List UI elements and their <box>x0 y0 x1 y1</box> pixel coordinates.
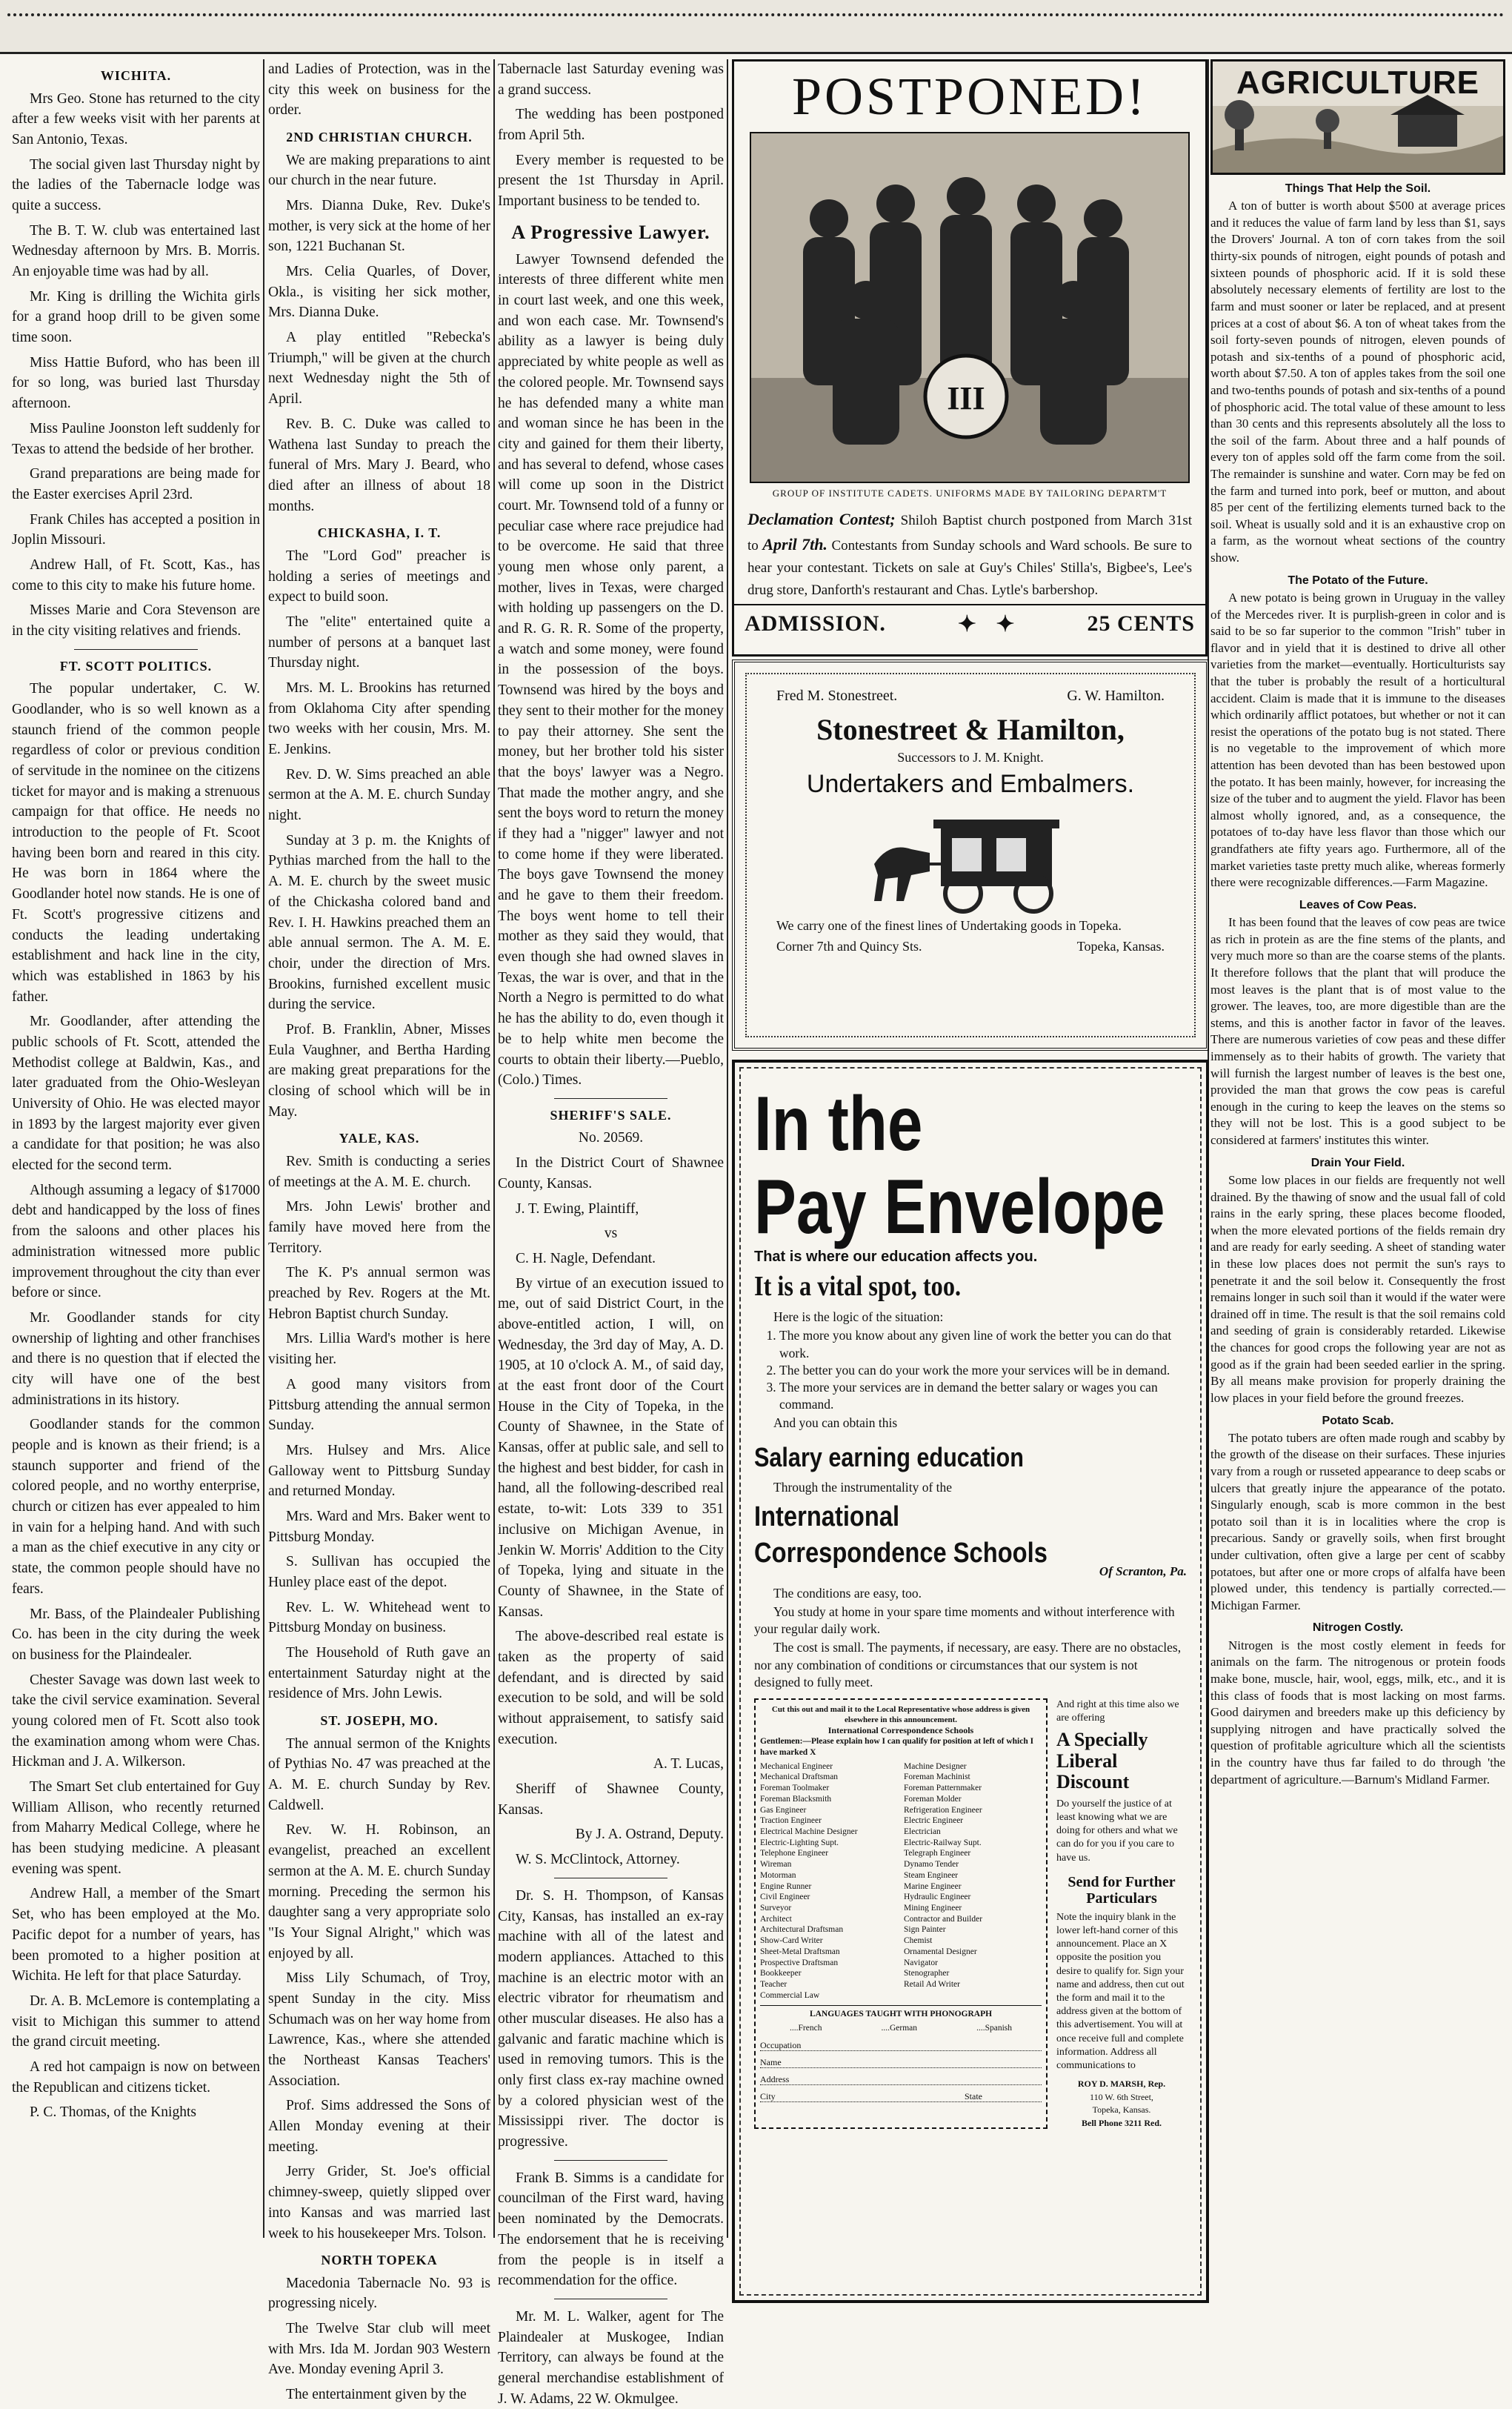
column-2 <box>268 59 490 2403</box>
ics-ad <box>732 1060 1209 2303</box>
undertakers-address <box>747 936 1194 954</box>
field-label: Name <box>760 2056 782 2067</box>
terms-line: The cost is small. The payments, if necessary, are easy. There are no obstacles, nor any combination of conditions or circumstances that our system is not designed to fully meet. <box>754 1640 1182 1689</box>
coupon-title: Cut this out and mail it to the Local Representative whose address is given elsewhere in this announcement. <box>771 1704 1030 1724</box>
paragraph: The Twelve Star club will meet with Mrs. Ida M. Jordan 903 Western Ave. Monday evening April 3. <box>268 2321 490 2378</box>
position-option[interactable]: Foreman Patternmaker <box>904 1784 982 1793</box>
chickasha-heading: CHICKASHA, I. T. <box>317 525 442 541</box>
column-3 <box>498 59 724 2407</box>
city: Topeka, Kansas. <box>1076 939 1165 954</box>
paragraph: A ton of butter is worth about $500 at average prices and it reduces the value of farm land by less than $1, says the Drovers' Journal. A ton of corn takes from the soil thirty-six pounds of nitrogen, eight pounds of potash and sixteen pounds of phosphoric acid. If it is sold these absolutely necessary elements of fertility are lost to the farm and must sooner or later be replaced, and at present prices at a cost of about $6. A ton of wheat takes from the soil forty-seven pounds of nitrogen, eleven pounds of potash and six-tenths of a pound of phosphoric acid, worth about $7.50. A ton of apples takes from the soil one and two-tenths pounds of potash and six-tenths of a pound of phosphoric acid. The total value of these amount to less than 30 cents and this represents absolutely all the loss to the soil of the farm. About three and a half pounds of every ton of apples sold off the farm come from the soil. The remainder is sunshine and water. Corn may be fed on the farm and turned into pork, beef or mutton, and about 85 per cent of the fertilizing elements turned back to the soil. Wheat is usually sold and it is an exhaustive crop on a farm, as the wornout wheat sections of the country show. <box>1210 199 1505 565</box>
logic-point: 1. The more you know about any given line of work the better you can do that work. <box>779 1327 1187 1361</box>
position-option[interactable]: Sign Painter <box>904 1925 946 1935</box>
position-option[interactable]: Mechanical Draftsman <box>760 1772 839 1782</box>
paragraph: A new potato is being grown in Uruguay in the valley of the Mercedes river. It is purplish-green in color and is said to be so far superior to the common "Irish" tuber in flavor and in yield that it is destined to drive all other varieties from the market—eventually. Horticulturists say that the tuber is probably the result of a horticultural accident. Claim is made that it is immune to the diseases which ordinarily afflict potatoes, but whether or not it can resist the operations of the potato bug is not stated. There is no vegetable to the improvement of which more attention has been devoted than has been bestowed upon the potato. It has been mainly, however, for increasing the size of the tuber and to augment the yield. Flavor has been almost wholly ignored, and, as a consequence, the potatoes of to-day have less flavor than those which our grandfathers ate fifty years ago. Furthermore, all of the market varieties taste pretty much alike, whereas formerly there were recognizable differences.—Farm Magazine. <box>1210 590 1505 890</box>
paragraph: Mr. Goodlander stands for city ownership of lighting and other franchises and there is no question that if elected the city will have one of the best administrations in its history. <box>12 1309 260 1408</box>
paragraph: Mr. M. L. Walker, agent for The Plaindealer at Muskogee, Indian Territory, can always be found at the general merchandise establishment of J. W. Adams, 22 W. Okmulgee. <box>498 2308 724 2407</box>
ft-scott-heading: FT. SCOTT POLITICS. <box>59 658 213 674</box>
declamation-notice <box>734 499 1205 604</box>
position-option[interactable]: Ornamental Designer <box>904 1947 977 1956</box>
section-heading: The Potato of the Future. <box>1288 574 1428 587</box>
paragraph: The wedding has been postponed from April 5th. <box>498 107 724 144</box>
logic-point: 3. The more your services are in demand the better salary or wages you can command. <box>779 1379 1187 1413</box>
position-option[interactable]: Foreman Toolmaker <box>760 1784 830 1793</box>
column-rule <box>493 59 495 2238</box>
paragraph: Mrs. M. L. Brookins has returned from Oklahoma City after spending two weeks with her cousin, Mrs. M. E. Jenkins. <box>268 679 490 758</box>
paragraph: In the District Court of Shawnee County, Kansas. <box>498 1155 724 1192</box>
paragraph: Macedonia Tabernacle No. 93 is progressing nicely. <box>268 2275 490 2312</box>
inquiry-coupon[interactable] <box>754 1698 1048 2130</box>
yale-heading: YALE, KAS. <box>339 1131 420 1146</box>
signature: W. S. McClintock, Attorney. <box>516 1852 680 1868</box>
position-option[interactable]: Machine Designer <box>904 1761 967 1771</box>
field-label: State <box>965 2090 982 2101</box>
divider <box>74 649 199 650</box>
position-option[interactable]: Show-Card Writer <box>760 1936 823 1946</box>
coupon-instruction: Gentlemen:—Please explain how I can qualify for position at left of which I have marked X <box>760 1737 1034 1757</box>
paragraph: Mrs Geo. Stone has returned to the city after a few weeks visit with her parents at San Antonio, Texas. <box>12 90 260 147</box>
paragraph: Andrew Hall, a member of the Smart Set, who has been employed at the Mo. Pacific depot for a number of years, has been promoted to a higher position at Wichita. He left for that place Saturday. <box>12 1886 260 1984</box>
signature: Sheriff of Shawnee County, Kansas. <box>498 1781 724 1818</box>
paragraph: Prof. B. Franklin, Abner, Misses Eula Vaughner, and Bertha Harding are making great preparations for the closing of school which will be in May. <box>268 1021 490 1120</box>
position-option[interactable]: Stenographer <box>904 1969 950 1978</box>
postponed-title: POSTPONED! <box>791 67 1148 126</box>
agent-address: 110 W. 6th Street, <box>1090 2091 1153 2102</box>
paragraph: The Household of Ruth gave an entertainment Saturday night at the residence of Mrs. John Lewis. <box>268 1645 490 1702</box>
paragraph: The social given last Thursday night by the ladies of the Tabernacle lodge was quite a success. <box>12 156 260 213</box>
paragraph: S. Sullivan has occupied the Hunley place east of the depot. <box>268 1554 490 1591</box>
field-label: Occupation <box>760 2039 802 2050</box>
section-heading: Nitrogen Costly. <box>1312 1621 1404 1635</box>
paragraph: P. C. Thomas, of the Knights <box>30 2104 196 2121</box>
cadets-photo-art <box>751 133 1188 482</box>
north-topeka-heading: NORTH TOPEKA <box>321 2253 438 2268</box>
send-headline: Send for Further Particulars <box>1068 1873 1176 1907</box>
paragraph: Dr. S. H. Thompson, of Kansas City, Kansas, has installed an ex-ray machine with all of the latest and modern appliances. Attached to this machine is an electric motor with an electric vibrator for rheumatism and other muscular diseases. He also has a galvanic and faratic machine which is used in removing tumors. This is the only first class ex-ray machine owned by a colored physician west of the Mississippi river. The doctor is progressive. <box>498 1887 724 2150</box>
agent-name: ROY D. MARSH, Rep. <box>1077 2079 1166 2090</box>
paragraph: Rev. B. C. Duke was called to Wathena last Sunday to preach the funeral of Mrs. Mary J. Beard, who died after an illness of about 18 months. <box>268 416 490 514</box>
paragraph: Misses Marie and Cora Stevenson are in the city visiting relatives and friends. <box>12 602 260 639</box>
agriculture-banner <box>1210 59 1505 175</box>
ics-headline-3: It is a vital spot, too. <box>754 1271 962 1303</box>
paragraph: Mrs. Celia Quarles, of Dover, Okla., is visiting her sick mother, Mrs. Dianna Duke. <box>268 264 490 321</box>
position-option[interactable]: Surveyor <box>760 1904 792 1913</box>
agriculture-title: AGRICULTURE <box>1236 64 1479 101</box>
through-line: Through the instrumentality of the <box>773 1480 953 1495</box>
paragraph: Miss Lily Schumach, of Troy, spent Sunday in the city. Miss Schumach was on her way home from Lawrence, Kas., where she attended the Northeast Kansas Teachers' Association. <box>268 1970 490 2089</box>
paragraph: The above-described real estate is taken as the property of said defendant, and is directed by said execution to be sold, and will be sold without appraisement, to satisfy said execution. <box>498 1629 724 1747</box>
paragraph: Lawyer Townsend defended the interests of three different white men in court last week, and one this week, and won each case. Mr. Townsend's ability as a lawyer is being duly appreciated by white people as well as the colored people. Mr. Townsend says he has defended many a white man and woman since he has been in the city and gained for them their liberty, and has several to defend, whose cases will come up soon in the District court. Mr. Townsend told of a funny or peculiar case where race prejudice had to be overcome. He said that three young men whose only parent, a mother, lives in Texas, were charged with holding up passengers on the D. and R. G. R. R. Some of the property, a watch and some money, were found in the possession of the boys. Townsend was hired by the boys and they sent to their mother for the money to pay their attorney. She sent the money, but her brother told his sister that the boys' lawyer was a Negro. That made the mother angry, and she sent the boys word to return the money if they had a "nigger" lawyer and not to come home if they were liberated. The boys gave Townsend the money and he gave to them their freedom. The boys went home to tell their mother as they said they would, that even though she had owned slaves in Texas, the war is over, and that in the North a Negro is permitted to do what he has the ability to do, even though it be to help white men become the courts to obtain their liberty.—Pueblo, (Colo.) Times. <box>498 251 724 1089</box>
paragraph: Frank Chiles has accepted a position in Joplin Missouri. <box>12 511 260 548</box>
undertakers-ad <box>732 659 1209 1051</box>
coupon-org: International Correspondence Schools <box>827 1724 974 1735</box>
terms-line: The conditions are easy, too. <box>773 1586 922 1601</box>
paragraph: The annual sermon of the Knights of Pythias No. 47 was preached at the A. M. E. church Sunday by Rev. Caldwell. <box>268 1735 490 1813</box>
field-label: City <box>760 2090 776 2101</box>
position-option[interactable]: Commercial Law <box>760 1990 820 2000</box>
paragraph: Andrew Hall, of Ft. Scott, Kas., has come to this city to make his future home. <box>12 556 260 594</box>
cadets-photo <box>750 132 1190 483</box>
obtain-line: And you can obtain this <box>773 1415 898 1430</box>
position-option[interactable]: Marine Engineer <box>904 1881 962 1891</box>
svg-text:III: III <box>947 380 985 416</box>
page-top-border <box>0 0 1512 54</box>
paragraph: Every member is requested to be present the 1st Thursday in April. Important business to be tended to. <box>498 152 724 210</box>
position-option[interactable]: Civil Engineer <box>760 1893 810 1902</box>
position-list[interactable] <box>760 1761 1042 2001</box>
paragraph: Chester Savage was down last week to take the civil service examination. Several young colored men of Ft. Scott also took the examination among whom were Chas. Hickman and J. A. Wilkerson. <box>12 1672 260 1770</box>
position-option[interactable]: Wireman <box>760 1860 792 1870</box>
position-option[interactable]: Foreman Blacksmith <box>760 1794 832 1804</box>
agent-phone: Bell Phone 3211 Red. <box>1081 2117 1162 2128</box>
admission-label: ADMISSION. <box>745 611 886 637</box>
paragraph: Frank B. Simms is a candidate for councilman of the First ward, having been nominated by the Democrats. The endorsement that he is receiving from the people is in itself a recommendation for the office. <box>498 2170 724 2289</box>
successors-line: Successors to J. M. Knight. <box>897 750 1044 765</box>
paragraph: Dr. A. B. McLemore is contemplating a visit to Michigan this summer to attend the grand circuit meeting. <box>12 1993 260 2050</box>
ics-headline-2: Pay Envelope <box>754 1163 1165 1250</box>
school-location: Of Scranton, Pa. <box>1099 1564 1187 1579</box>
position-option[interactable]: Sheet-Metal Draftsman <box>760 1947 840 1956</box>
paragraph: A play entitled "Rebecka's Triumph," will be given at the church next Wednesday night the 5th of April. <box>268 330 490 408</box>
position-option[interactable]: Motorman <box>760 1870 796 1880</box>
paragraph: Tabernacle last Saturday evening was a grand success. <box>498 62 724 98</box>
language-option[interactable]: ....Spanish <box>976 2024 1012 2033</box>
paragraph: The "elite" entertained quite a number of persons at a banquet last Thursday night. <box>268 614 490 671</box>
column-rule <box>727 59 728 2238</box>
lawyer-heading: A Progressive Lawyer. <box>511 221 710 243</box>
section-heading: Things That Help the Soil. <box>1285 182 1431 195</box>
paragraph: Jerry Grider, St. Joe's official chimney-sweep, quietly slipped over into Kansas and was married last week to his housekeeper Mrs. Tolson. <box>268 2164 490 2242</box>
column-5-agriculture <box>1210 59 1505 2238</box>
trade-line: Undertakers and Embalmers. <box>806 770 1135 798</box>
position-option[interactable]: Refrigeration Engineer <box>904 1805 982 1815</box>
school-name-1: International <box>754 1501 900 1533</box>
position-option[interactable]: Contractor and Builder <box>904 1914 983 1924</box>
discount-headline: A Specially Liberal Discount <box>1056 1729 1148 1793</box>
declamation-text-1: Shiloh Baptist church postponed from March 31st to <box>747 513 1192 554</box>
ics-headline-1: In the <box>754 1081 923 1167</box>
paragraph: Nitrogen is the most costly element in feeds for animals on the farm. The nitrogenous or protein foods make bone, muscle, hair, wool, eggs, milk, etc., and it is this class of foods that is most lacking on most farms. Good dairymen and breeders make up this deficiency by supplying nitrogen and have practically solved the question of profitable agriculture which all the scientists in the country have thus far failed to do through 'the department of agriculture.—Barnum's Midland Farmer. <box>1210 1638 1505 1787</box>
ics-headline-4: Salary earning education <box>754 1442 1024 1472</box>
postponed-ad <box>732 59 1208 657</box>
paragraph: It has been found that the leaves of cow peas are twice as rich in protein as are the fine stems of the plants, and very much more so than are the coarse stems of the plants. It therefore follows that the plant that will produce the most leaves is the plant that is of most value to the grower. The leaves, too, are more digestible than are the stems, and this is another factor in favor of the leaves. There are numerous varieties of cow peas and these differ immensely as to their habits of growth. The variety that will furnish the largest number of leaves is the best one, provided the man that grows the cow peas is careful enough in the curing to keep the leaves on the stems so they will not be lost. This is a good subject to be considered at farmers' institutes this winter. <box>1210 915 1505 1148</box>
position-option[interactable]: Electrician <box>904 1827 941 1836</box>
logic-intro: Here is the logic of the situation: <box>773 1309 944 1325</box>
sheriff-heading: SHERIFF'S SALE. <box>550 1107 672 1123</box>
divider <box>554 1098 667 1099</box>
position-option[interactable]: Architect <box>760 1914 792 1924</box>
paragraph: Grand preparations are being made for the Easter exercises April 23rd. <box>12 466 260 502</box>
paragraph: Mrs. John Lewis' brother and family have moved here from the Territory. <box>268 1199 490 1256</box>
case-number: No. 20569. <box>578 1130 644 1146</box>
language-label: French <box>798 2024 822 2033</box>
agent-city: Topeka, Kansas. <box>1092 2104 1151 2116</box>
ics-terms <box>754 1585 1187 1691</box>
paragraph: By virtue of an execution issued to me, out of said District Court, in the above-entitled action, I will, on Wednesday, the 3rd day of May, A. D. 1905, at 10 o'clock A. M., of said day, at the east front door of the Court House in the City of Topeka, in the County of Shawnee, in the State of Kansas, offer at public sale, and sell to the highest and best bidder, for cash in hand, all the following-described real estate, to-wit: Lots 339 to 351 inclusive on Michigan Avenue, in Jenkin W. Morris' Addition to the City of Topeka, lying and situate in the County of Shawnee, in the State of Kansas. <box>498 1275 724 1620</box>
section-heading: Leaves of Cow Peas. <box>1299 898 1417 911</box>
discount-column <box>1056 1698 1187 2130</box>
paragraph: Mr. Goodlander, after attending the public schools of Ft. Scott, attended the Methodist college at Baldwin, Kas., and later graduated from the Ohio-Wesleyan University of Ohio. He was elected mayor in 1893 by the largest majority ever given a candidate for that position; he was also elected for the second term. <box>12 1014 260 1174</box>
position-option[interactable]: Electric-Lighting Supt. <box>760 1838 839 1847</box>
position-option[interactable]: Prospective Draftsman <box>760 1958 839 1967</box>
paragraph: vs <box>604 1226 618 1242</box>
paragraph: The potato tubers are often made rough and scabby by the growth of the disease on their surfaces. These injuries vary from a rough or russeted appearance to deep scabs or ulcers that greatly injure the appearance of the potato. Singularly enough, scab is more common in the best potato soil than it is in localities where the crop is precarious. Sandy or gravelly soils, when first brought under cultivation, often give a large per cent of scabby potatoes, but after one or more crops of alfalfa have been plowed under, this tendency is partially corrected.—Michigan Farmer. <box>1210 1430 1505 1612</box>
paragraph: Rev. D. W. Sims preached an able sermon at the A. M. E. church Sunday night. <box>268 766 490 824</box>
paragraph: Rev. W. H. Robinson, an evangelist, preached an excellent sermon at the A. M. E. church Sunday morning. Preceding the sermon his daughter sang a very appropriate solo "Is Your Signal Alright," which was enjoyed by all. <box>268 1822 490 1961</box>
column-rule <box>263 59 264 2238</box>
language-option[interactable]: ....French <box>790 2024 822 2033</box>
wichita-heading: WICHITA. <box>100 68 172 83</box>
ad-inner-border <box>745 673 1196 1037</box>
paragraph: J. T. Ewing, Plaintiff, <box>516 1200 639 1217</box>
position-option[interactable]: Teacher <box>760 1980 787 1990</box>
languages-heading: LANGUAGES TAUGHT WITH PHONOGRAPH <box>760 2005 1042 2020</box>
street-address: Corner 7th and Quincy Sts. <box>776 939 922 954</box>
column-1 <box>12 59 260 2238</box>
position-option[interactable]: Steam Engineer <box>904 1870 959 1880</box>
position-option[interactable]: Electrical Machine Designer <box>760 1827 858 1836</box>
logic-list <box>754 1327 1187 1412</box>
position-option[interactable]: Gas Engineer <box>760 1805 807 1815</box>
signature: By J. A. Ostrand, Deputy. <box>575 1827 724 1843</box>
paragraph: Miss Hattie Buford, who has been ill for so long, was buried last Thursday afternoon. <box>12 354 260 412</box>
paragraph: Mrs. Lillia Ward's mother is here visiting her. <box>268 1331 490 1368</box>
declamation-lead: Declamation Contest; <box>747 510 896 528</box>
position-option[interactable]: Traction Engineer <box>760 1816 822 1826</box>
position-option[interactable]: Mechanical Engineer <box>760 1761 833 1771</box>
paragraph: The B. T. W. club was entertained last Wednesday afternoon by Mrs. B. Morris. An enjoyable time was had by all. <box>12 222 260 280</box>
position-option[interactable]: Electric Engineer <box>904 1816 964 1826</box>
paragraph: Mr. Bass, of the Plaindealer Publishing Co. has been in the city during the week on business for the Plaindealer. <box>12 1606 260 1663</box>
position-option[interactable]: Mining Engineer <box>904 1904 962 1913</box>
paragraph: The K. P's annual sermon was preached by Rev. Rogers at the Mt. Hebron Baptist church Sunday. <box>268 1265 490 1322</box>
paragraph: C. H. Nagle, Defendant. <box>516 1250 656 1266</box>
position-option[interactable]: Bookkeeper <box>760 1969 802 1978</box>
partner-names <box>747 674 1194 705</box>
paragraph: The "Lord God" preacher is holding a series of meetings and expect to build soon. <box>268 548 490 605</box>
terms-line: You study at home in your spare time moments and without interference with your regular daily work. <box>754 1604 1175 1637</box>
side-copy: Do yourself the justice of at least knowing what we are doing for others and what we can do for you if you care to have us. <box>1056 1798 1178 1864</box>
side-note: Note the inquiry blank in the lower left-hand corner of this announcement. Place an X opposite the position you desire to qualify for. Sign your name and address, then cut out the form and mail it to the address given at the bottom of this advertisement. You will at once receive full and complete information. Address all communications to <box>1056 1911 1185 2071</box>
occupation-field[interactable] <box>760 2040 1042 2051</box>
paragraph: We are making preparations to aint our church in the near future. <box>268 152 490 189</box>
coupon-row <box>754 1698 1187 2130</box>
hearse-icon <box>859 805 1082 916</box>
paragraph: A red hot campaign is now on between the Republican and citizens ticket. <box>12 2059 260 2096</box>
paragraph: Miss Pauline Joonston left suddenly for Texas to attend the bedside of her brother. <box>12 420 260 457</box>
field-label: Address <box>760 2073 790 2084</box>
logic-point: 2. The better you can do your work the more your services will be in demand. <box>779 1362 1187 1379</box>
language-option[interactable]: ....German <box>881 2024 918 2033</box>
paragraph: Rev. L. W. Whitehead went to Pittsburg Monday on business. <box>268 1599 490 1636</box>
paragraph: Some low places in our fields are frequently not well drained. By the thawing of snow and the usual fall of cold rains in the early spring, these places become flooded, when the more elevated portions of the fields remain dry and are ready for early seeding. A sheet of standing water in these low places does not permit the sun's rays to penetrate it and the soil below it. Consequently the frost remains longer in such soil than it would if the water were drained off in time. The result is that the soil remains cold and seeding of grain is considerably retarded. Likewise the chances for good crops the following year are not as good as if the grain had been seeded earlier in the spring. By all means make provision for properly draining the low places in your field before the ground freezes. <box>1210 1172 1505 1405</box>
divider <box>554 2160 667 2161</box>
address-field[interactable] <box>760 2074 1042 2085</box>
undertakers-copy: We carry one of the finest lines of Undertaking goods in Topeka. <box>776 918 1122 933</box>
firm-name: Stonestreet & Hamilton, <box>816 713 1125 746</box>
partner-name: G. W. Hamilton. <box>1067 688 1165 704</box>
position-option[interactable]: Telephone Engineer <box>760 1849 829 1858</box>
st-joseph-heading: ST. JOSEPH, MO. <box>320 1713 439 1729</box>
position-option[interactable]: Retail Ad Writer <box>904 1980 960 1990</box>
column-4-ads <box>732 59 1206 2238</box>
position-option[interactable]: Architectural Draftsman <box>760 1925 844 1935</box>
ics-ad-body <box>754 1077 1187 2285</box>
position-option[interactable]: Telegraph Engineer <box>904 1849 971 1858</box>
paragraph: Mrs. Hulsey and Mrs. Alice Galloway went to Pittsburg Sunday and returned Monday. <box>268 1442 490 1500</box>
position-option[interactable]: Dynamo Tender <box>904 1860 959 1870</box>
city-state-field[interactable] <box>760 2091 1042 2102</box>
dotted-border <box>7 13 1505 16</box>
star-icon: ✦ ✦ <box>957 612 1016 637</box>
school-name-2: Correspondence Schools <box>754 1538 1048 1569</box>
paragraph: Rev. Smith is conducting a series of meetings at the A. M. E. church. <box>268 1153 490 1190</box>
language-options <box>760 2023 1042 2034</box>
paragraph: Prof. Sims addressed the Sons of Allen Monday evening at their meeting. <box>268 2098 490 2155</box>
admission-line <box>734 604 1205 643</box>
signature: A. T. Lucas, <box>653 1756 724 1772</box>
language-label: Spanish <box>985 2024 1012 2033</box>
paragraph: A good many visitors from Pittsburg attending the annual sermon Sunday. <box>268 1376 490 1434</box>
church-heading: 2ND CHRISTIAN CHURCH. <box>286 130 473 145</box>
declamation-text-2: Contestants from Sunday schools and Ward schools. Be sure to hear your contestant. Tickets on sale at Guy's Chiles' Stilla's, Bigbee's, Lee's drug store, Danforth's restaurant and Chas. Lytle's barbershop. <box>747 538 1193 598</box>
position-option[interactable]: Engine Runner <box>760 1881 812 1891</box>
name-field[interactable] <box>760 2057 1042 2068</box>
paragraph: Although assuming a legacy of $17000 debt and handicapped by the loss of fines from the saloons and other places his administration witnessed more public improvement throughout the city than ever before or since. <box>12 1182 260 1301</box>
paragraph: The Smart Set club entertained for Guy William Allison, who recently returned from Maharry Medical College, where he has been studying medicine. A pleasant evening was spent. <box>12 1779 260 1877</box>
position-option[interactable]: Chemist <box>904 1936 933 1946</box>
section-heading: Potato Scab. <box>1322 1414 1394 1427</box>
paragraph: The entertainment given by the <box>286 2387 467 2403</box>
declamation-date: April 7th. <box>762 535 827 554</box>
position-option[interactable]: Hydraulic Engineer <box>904 1893 971 1902</box>
side-intro: And right at this time also we are offering <box>1056 1698 1179 1724</box>
ics-subhead: That is where our education affects you. <box>754 1249 1038 1266</box>
partner-name: Fred M. Stonestreet. <box>776 688 898 704</box>
section-heading: Drain Your Field. <box>1310 1156 1405 1169</box>
paragraph: The popular undertaker, C. W. Goodlander, who is so well known as a staunch friend of the common people regardless of color or previous condition of servitude in the nominee on the citizens ticket for mayor and is making a strenuous campaign for that office. He needs no introduction to the people of Ft. Scoot having been born and reared in this city. He was born in 1864 where the Goodlander hotel now stands. He is one of Ft. Scott's progressive citizens and conducts the leading undertaking establishment and hack line in the city, which was established in 1863 by his father. <box>12 681 260 1005</box>
photo-caption: GROUP OF INSTITUTE CADETS. UNIFORMS MADE BY TAILORING DEPARTM'T <box>772 488 1168 499</box>
paragraph: and Ladies of Protection, was in the city this week on business for the order. <box>268 62 490 119</box>
position-option[interactable]: Foreman Molder <box>904 1794 962 1804</box>
paragraph: Mrs. Ward and Mrs. Baker went to Pittsburg Monday. <box>268 1508 490 1545</box>
paragraph: Goodlander stands for the common people and is known as their friend; is a staunch supporter and friend of the colored people, and no worthy enterprise, church or citizen has ever appealed to him in vain for a helping hand. And with such a man as the chief executive in any city or state, the common people should have no fears. <box>12 1417 260 1597</box>
position-option[interactable]: Electric-Railway Supt. <box>904 1838 982 1847</box>
ics-logic <box>754 1309 1187 1432</box>
paragraph: Mr. King is drilling the Wichita girls for a grand hoop drill to be given some time soon. <box>12 288 260 346</box>
paragraph: Mrs. Dianna Duke, Rev. Duke's mother, is very sick at the home of her son, 1221 Buchanan St. <box>268 197 490 255</box>
position-option[interactable]: Foreman Machinist <box>904 1772 970 1782</box>
position-option[interactable]: Navigator <box>904 1958 938 1967</box>
admission-price: 25 CENTS <box>1087 611 1195 637</box>
paragraph: Sunday at 3 p. m. the Knights of Pythias marched from the hall to the A. M. E. church by the sweet music of the Chickasha colored band and Rev. I. H. Hawkins preached them an able annual sermon. The A. M. E. choir, under the direction of Mrs. Brookins, furnished excellent music during the service. <box>268 832 490 1013</box>
language-label: German <box>889 2024 918 2033</box>
